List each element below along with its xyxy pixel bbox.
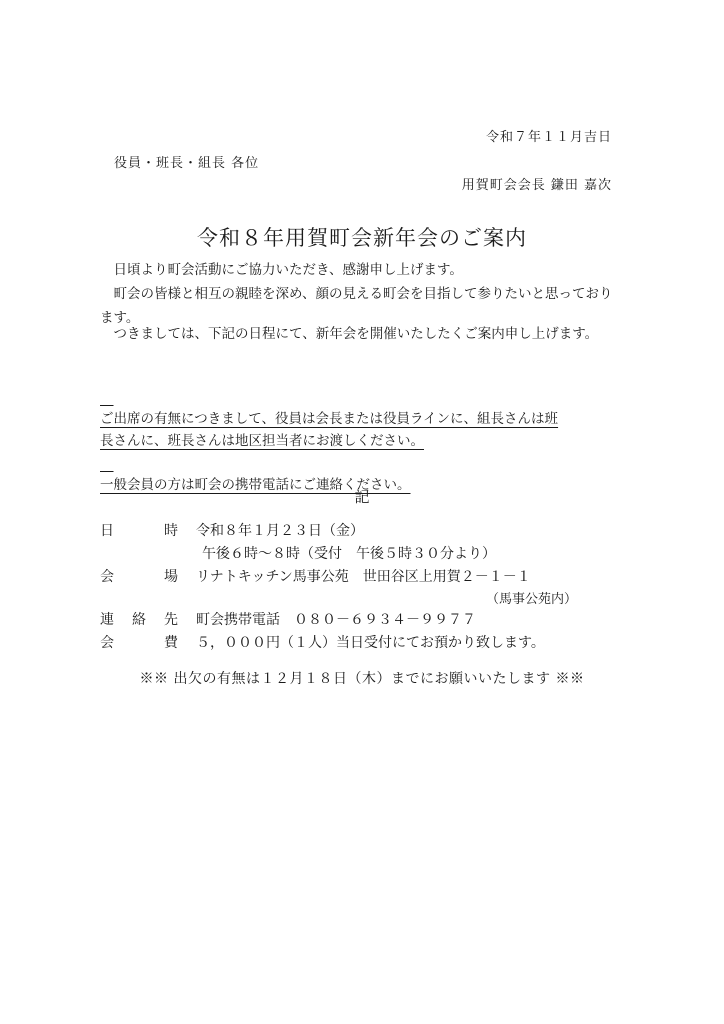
rsvp-deadline-note: ※※ 出欠の有無は１２月１８日（木）までにお願いいたします ※※ bbox=[139, 671, 585, 687]
fee-label: 会 費 bbox=[100, 635, 178, 651]
addressee: 役員・班長・組長 各位 bbox=[114, 156, 260, 171]
notice-line-3: 一般会員の方は町会の携帯電話にご連絡ください。 bbox=[100, 477, 411, 493]
venue-label: 会 場 bbox=[100, 569, 178, 585]
contact-label: 連 絡 先 bbox=[100, 612, 178, 628]
fee-row bbox=[100, 632, 545, 652]
date-label: 日 時 bbox=[100, 523, 178, 539]
venue-row bbox=[100, 566, 531, 586]
time-value: 午後６時～８時（受付 午後５時３０分より） bbox=[202, 546, 496, 562]
document-title: 令和８年用賀町会新年会のご案内 bbox=[197, 226, 527, 250]
ki-heading: 記 bbox=[354, 488, 370, 506]
greeting-paragraph: 日頃より町会活動にご協力いただき、感謝申し上げます。 bbox=[113, 262, 463, 278]
date-value: 令和８年１月２３日（金） bbox=[196, 523, 364, 539]
notice-line-2: 長さんに、班長さんは地区担当者にお渡しください。 bbox=[100, 433, 424, 449]
venue-value: リナトキッチン馬事公苑 世田谷区上用賀２－１－１ bbox=[196, 569, 531, 585]
issue-date: 令和７年１１月吉日 bbox=[485, 130, 612, 145]
notice-line-1: ご出席の有無につきまして、役員は会長または役員ラインに、組長さんは班 bbox=[100, 411, 559, 427]
contact-row bbox=[100, 609, 476, 629]
contact-value: 町会携帯電話 ０８０－６９３４－９９７７ bbox=[196, 612, 476, 628]
attendance-notice bbox=[100, 386, 620, 496]
venue-note: （馬事公苑内） bbox=[486, 592, 578, 607]
date-row bbox=[100, 520, 364, 540]
invitation-paragraph: つきましては、下記の日程にて、新年会を開催いたしたくご案内申し上げます。 bbox=[113, 326, 599, 342]
sender: 用賀町会会長 鎌田 嘉次 bbox=[461, 178, 612, 193]
fee-value: ５，０００円（１人）当日受付にてお預かり致します。 bbox=[196, 635, 545, 651]
purpose-paragraph: 町会の皆様と相互の親睦を深め、顔の見える町会を目指して参りたいと思っております。 bbox=[100, 286, 613, 326]
